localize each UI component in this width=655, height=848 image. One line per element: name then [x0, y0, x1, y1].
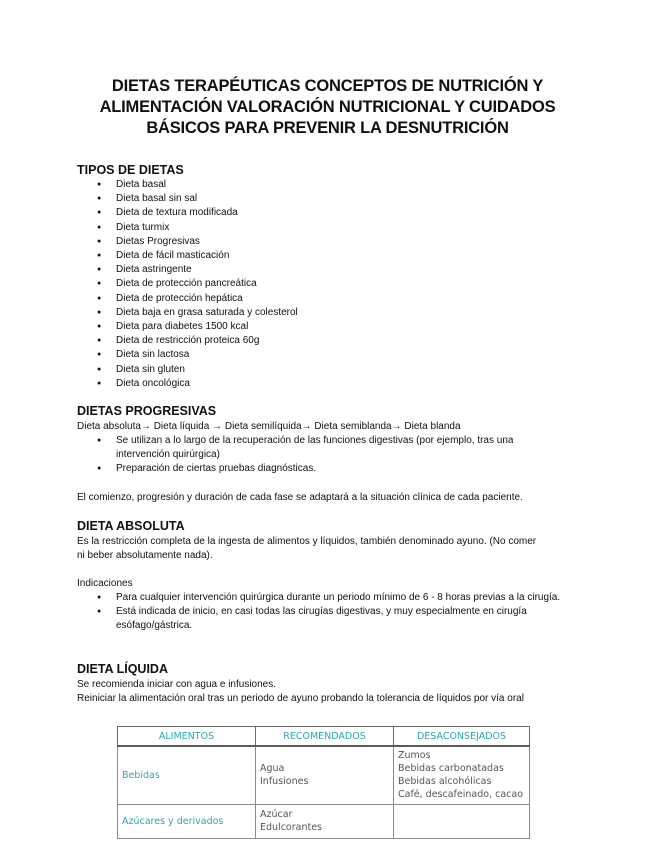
title-line-2: ALIMENTACIÓN VALORACIÓN NUTRICIONAL Y CUIDADOS — [99, 98, 556, 116]
list-item: ● Está indicada de inicio, en casi todas las cirugías digestivas, y muy especialmente en cirugía esófago/gástrica. — [97, 605, 567, 633]
not-recommended-cell — [394, 804, 530, 838]
table-row — [118, 746, 530, 804]
list-item: ● Dieta de fácil masticación — [97, 249, 567, 263]
title-line-1: DIETAS TERAPÉUTICAS CONCEPTOS DE NUTRICIÓN Y — [111, 77, 544, 95]
list-item: ● Dietas Progresivas — [97, 235, 567, 249]
list-item: ● Dieta sin lactosa — [97, 348, 567, 362]
header-desaconsejados: DESACONSEJADOS — [394, 727, 530, 747]
list-item: ● Dieta basal sin sal — [97, 192, 567, 206]
progresivas-sequence: Dieta absoluta→ Dieta líquida → Dieta semilíquida→ Dieta semiblanda→ Dieta blanda — [77, 421, 461, 432]
cell-line: Infusiones — [260, 776, 309, 788]
cell-line: Agua — [260, 763, 285, 775]
list-item: ● Dieta oncológica — [97, 377, 567, 391]
list-item: ● Dieta sin gluten — [97, 363, 567, 377]
recommended-cell — [256, 804, 394, 838]
food-cell: Azúcares y derivados — [118, 804, 256, 838]
list-item: ● Dieta basal — [97, 178, 567, 192]
list-item: ● Dieta de protección pancreática — [97, 277, 567, 291]
cell-line: Café, descafeinado, cacao — [398, 789, 524, 801]
heading-tipos-de-dietas: TIPOS DE DIETAS — [77, 163, 184, 177]
title-line-3: BÁSICOS PARA PREVENIR LA DESNUTRICIÓN — [146, 119, 509, 137]
not-recommended-cell — [394, 746, 530, 804]
liquida-text-line-1: Se recomienda iniciar con agua e infusiones. — [77, 679, 277, 690]
list-item: ● Dieta turmix — [97, 221, 567, 235]
cell-line: Bebidas alcohólicas — [398, 776, 492, 788]
document-title — [60, 76, 595, 139]
liquida-text-line-2: Reiniciar la alimentación oral tras un periodo de ayuno probando la tolerancia de líquidos por vía oral — [77, 693, 524, 704]
list-item: ● Para cualquier intervención quirúrgica durante un periodo mínimo de 6 - 8 horas previas a la cirugía. — [97, 591, 567, 605]
header-alimentos: ALIMENTOS — [118, 727, 256, 747]
indicaciones-label: Indicaciones — [77, 578, 133, 589]
absoluta-list — [97, 591, 567, 634]
list-item: ● Dieta de protección hepática — [97, 292, 567, 306]
food-cell: Bebidas — [118, 746, 256, 804]
list-item: ● Dieta astringente — [97, 263, 567, 277]
cell-line: Azúcar — [260, 809, 293, 820]
list-item: ● Dieta de textura modificada — [97, 206, 567, 220]
progresivas-note: El comienzo, progresión y duración de cada fase se adaptará a la situación clínica de cada paciente. — [77, 492, 523, 503]
recommended-cell — [256, 746, 394, 804]
list-item: ● Se utilizan a lo largo de la recuperación de las funciones digestivas (por ejemplo, tras una intervención quirúrgica) — [97, 434, 567, 462]
cell-line: Edulcorantes — [260, 822, 322, 833]
absoluta-text-line-2: ni beber absolutamente nada). — [77, 550, 213, 561]
cell-line: Zumos — [398, 750, 431, 762]
cell-line: Bebidas carbonatadas — [398, 763, 504, 775]
table-row — [118, 804, 530, 838]
list-item: ● Dieta de restricción proteica 60g — [97, 334, 567, 348]
list-item: ● Preparación de ciertas pruebas diagnósticas. — [97, 462, 567, 476]
heading-dietas-progresivas: DIETAS PROGRESIVAS — [77, 404, 217, 418]
absoluta-text-line-1: Es la restricción completa de la ingesta de alimentos y líquidos, también denominado ayuno. (No comer — [77, 536, 537, 547]
header-recomendados: RECOMENDADOS — [256, 727, 394, 747]
food-table — [117, 726, 530, 839]
progresivas-list — [97, 434, 567, 477]
tipos-list — [97, 178, 567, 391]
heading-dieta-absoluta: DIETA ABSOLUTA — [77, 519, 185, 533]
heading-dieta-liquida: DIETA LÍQUIDA — [77, 662, 168, 676]
list-item: ● Dieta baja en grasa saturada y colesterol — [97, 306, 567, 320]
table-header-row — [118, 727, 530, 747]
list-item: ● Dieta para diabetes 1500 kcal — [97, 320, 567, 334]
